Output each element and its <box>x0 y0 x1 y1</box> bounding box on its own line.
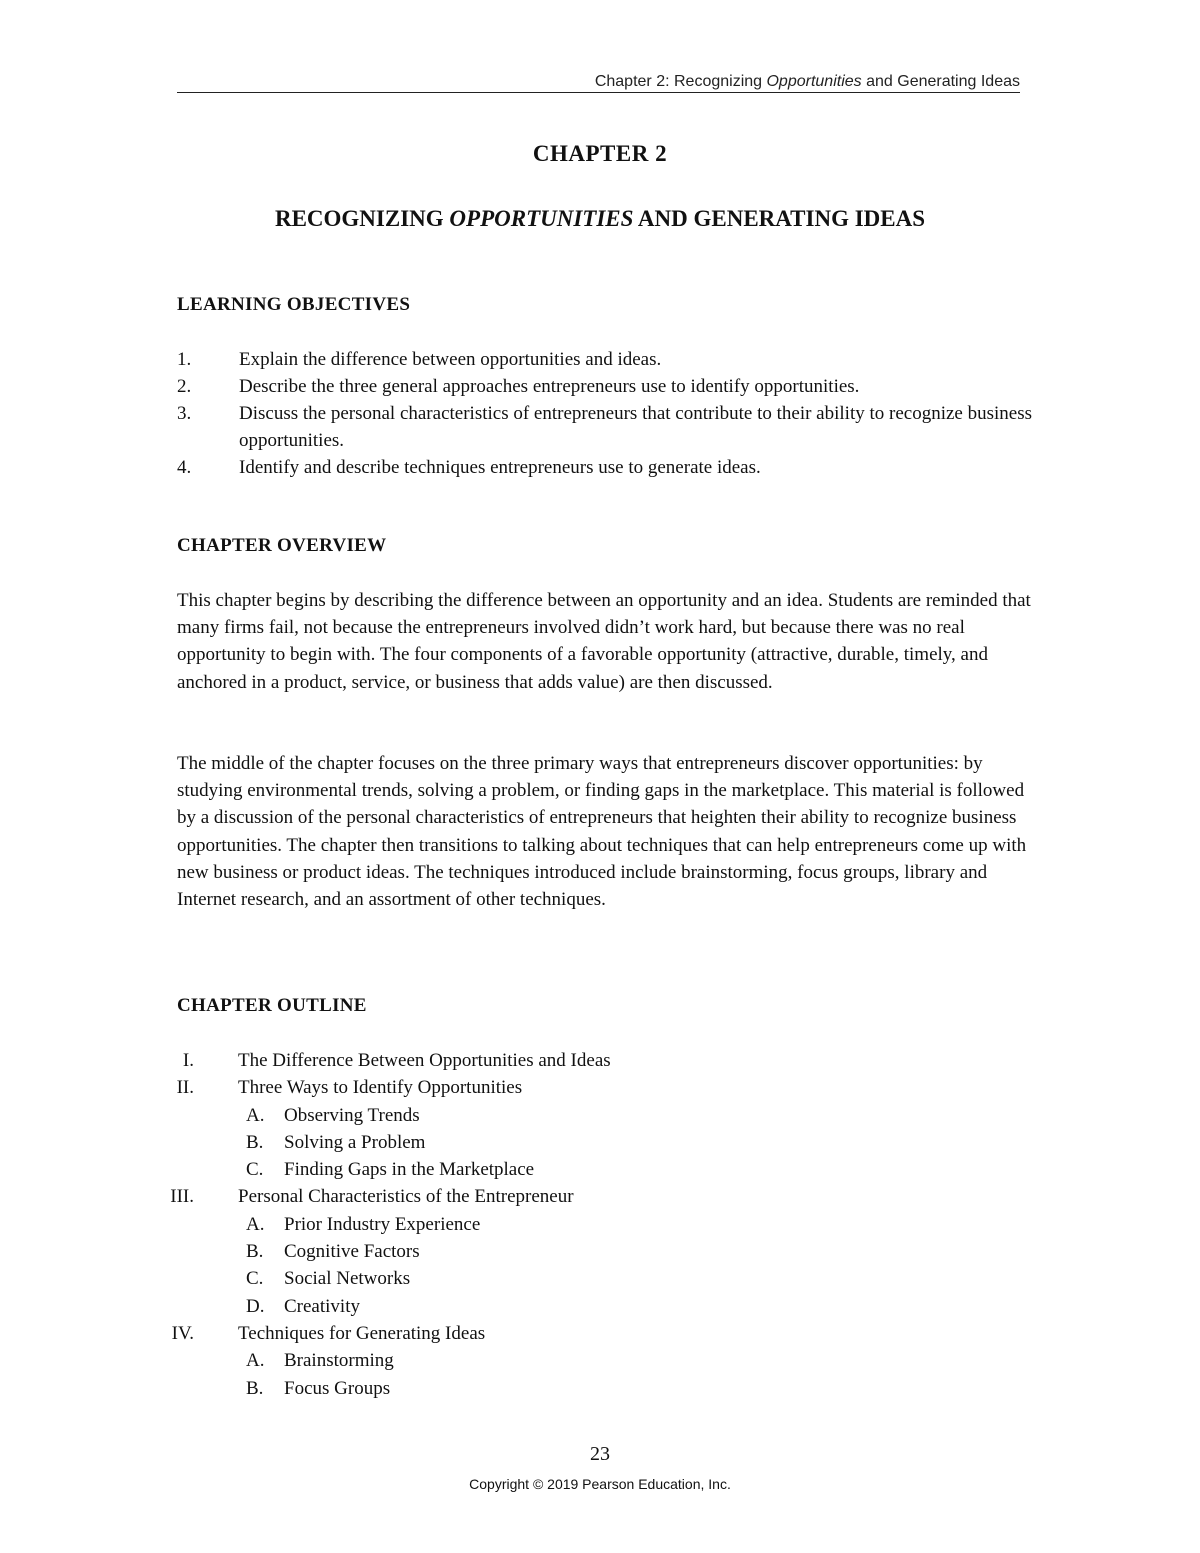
outline-subitem-text: Observing Trends <box>284 1104 420 1126</box>
outline-letter: A. <box>246 1213 265 1235</box>
outline-subitem-text: Social Networks <box>284 1268 411 1290</box>
outline-subitem-text: Finding Gaps in the Marketplace <box>284 1159 535 1181</box>
outline-letter: A. <box>246 1104 265 1126</box>
objective-text: Identify and describe techniques entrepreneurs use to generate ideas. <box>239 457 761 478</box>
outline-section <box>150 1183 1030 1210</box>
chapter-outline <box>150 1047 1030 1402</box>
objective-text: Describe the three general approaches entrepreneurs use to identify opportunities. <box>239 376 860 397</box>
objective-number: 2. <box>177 376 192 397</box>
objective-item <box>177 400 1037 454</box>
outline-section-title: The Difference Between Opportunities and Ideas <box>238 1050 611 1071</box>
objective-number: 4. <box>177 457 192 478</box>
outline-letter: C. <box>246 1268 264 1290</box>
outline-subitem-text: Prior Industry Experience <box>284 1213 481 1235</box>
objective-item <box>177 373 1037 400</box>
outline-subitem <box>150 1129 1030 1156</box>
chapter-title-part2: AND GENERATING IDEAS <box>633 206 926 231</box>
copyright-notice: Copyright © 2019 Pearson Education, Inc. <box>469 1476 731 1492</box>
outline-letter: C. <box>246 1159 264 1181</box>
objective-number: 1. <box>177 349 192 370</box>
chapter-title <box>0 206 1200 232</box>
outline-subitem-text: Focus Groups <box>284 1377 391 1399</box>
outline-subitem <box>150 1102 1030 1129</box>
running-header-suffix: and Generating Ideas <box>861 73 1020 90</box>
objective-item <box>177 454 1037 481</box>
outline-subitem <box>150 1156 1030 1183</box>
outline-roman: IV. <box>171 1322 194 1344</box>
outline-section-title: Techniques for Generating Ideas <box>238 1322 486 1344</box>
outline-subitem-text: Cognitive Factors <box>284 1241 420 1263</box>
outline-letter: B. <box>246 1241 264 1263</box>
running-header-italic: Opportunities <box>766 73 862 90</box>
page-number: 23 <box>590 1443 610 1465</box>
outline-roman: I. <box>182 1050 194 1071</box>
running-header <box>177 72 1020 93</box>
objective-text: Discuss the personal characteristics of entrepreneurs that contribute to their ability to recognize business opportunities. <box>239 403 1032 451</box>
objective-text: Explain the difference between opportunities and ideas. <box>239 349 662 370</box>
outline-section <box>150 1320 1030 1347</box>
outline-subitem <box>150 1211 1030 1238</box>
chapter-number: CHAPTER 2 <box>532 141 668 166</box>
outline-subitem <box>150 1293 1030 1320</box>
outline-section <box>150 1074 1030 1101</box>
outline-subitem-text: Brainstorming <box>284 1350 394 1372</box>
outline-subitem-text: Solving a Problem <box>284 1131 426 1153</box>
outline-subitem-text: Creativity <box>284 1295 360 1317</box>
learning-objectives-heading: LEARNING OBJECTIVES <box>177 294 411 315</box>
outline-letter: B. <box>246 1131 264 1153</box>
outline-section-title: Personal Characteristics of the Entrepreneur <box>238 1186 574 1208</box>
outline-roman: III. <box>170 1186 194 1208</box>
objective-number: 3. <box>177 403 192 424</box>
overview-heading: CHAPTER OVERVIEW <box>177 535 387 556</box>
chapter-title-italic: OPPORTUNITIES <box>449 206 634 231</box>
overview-paragraph: The middle of the chapter focuses on the three primary ways that entrepreneurs discover opportunities: by studying environmental trends, solving a problem, or finding gaps in the marketplace. This material is followed by a discussion of the personal characteristics of entrepreneurs that heighten their ability to recognize business opportunities. The chapter then transitions to talking about techniques that can help entrepreneurs come up with new business or product ideas. The techniques introduced include brainstorming, focus groups, library and Internet research, and an assortment of other techniques. <box>177 753 1027 911</box>
outline-letter: D. <box>246 1295 265 1317</box>
chapter-title-part1: RECOGNIZING <box>274 206 450 231</box>
outline-subitem <box>150 1347 1030 1374</box>
outline-subitem <box>150 1375 1030 1402</box>
outline-subitem <box>150 1238 1030 1265</box>
running-header-prefix: Chapter 2: Recognizing <box>594 73 767 90</box>
outline-subitem <box>150 1265 1030 1292</box>
outline-letter: B. <box>246 1377 264 1399</box>
outline-heading: CHAPTER OUTLINE <box>177 995 367 1016</box>
outline-section <box>150 1047 1030 1074</box>
objective-item <box>177 346 1037 373</box>
learning-objectives-list <box>177 346 1037 481</box>
outline-section-title: Three Ways to Identify Opportunities <box>238 1077 523 1099</box>
outline-letter: A. <box>246 1350 265 1372</box>
overview-paragraph: This chapter begins by describing the difference between an opportunity and an idea. Students are reminded that many firms fail, not because the entrepreneurs involved didn’t work hard, but because there was no real opportunity to begin with. The four components of a favorable opportunity (attractive, durable, timely, and anchored in a product, service, or business that adds value) are then discussed. <box>177 590 1031 693</box>
outline-roman: II. <box>176 1077 194 1099</box>
